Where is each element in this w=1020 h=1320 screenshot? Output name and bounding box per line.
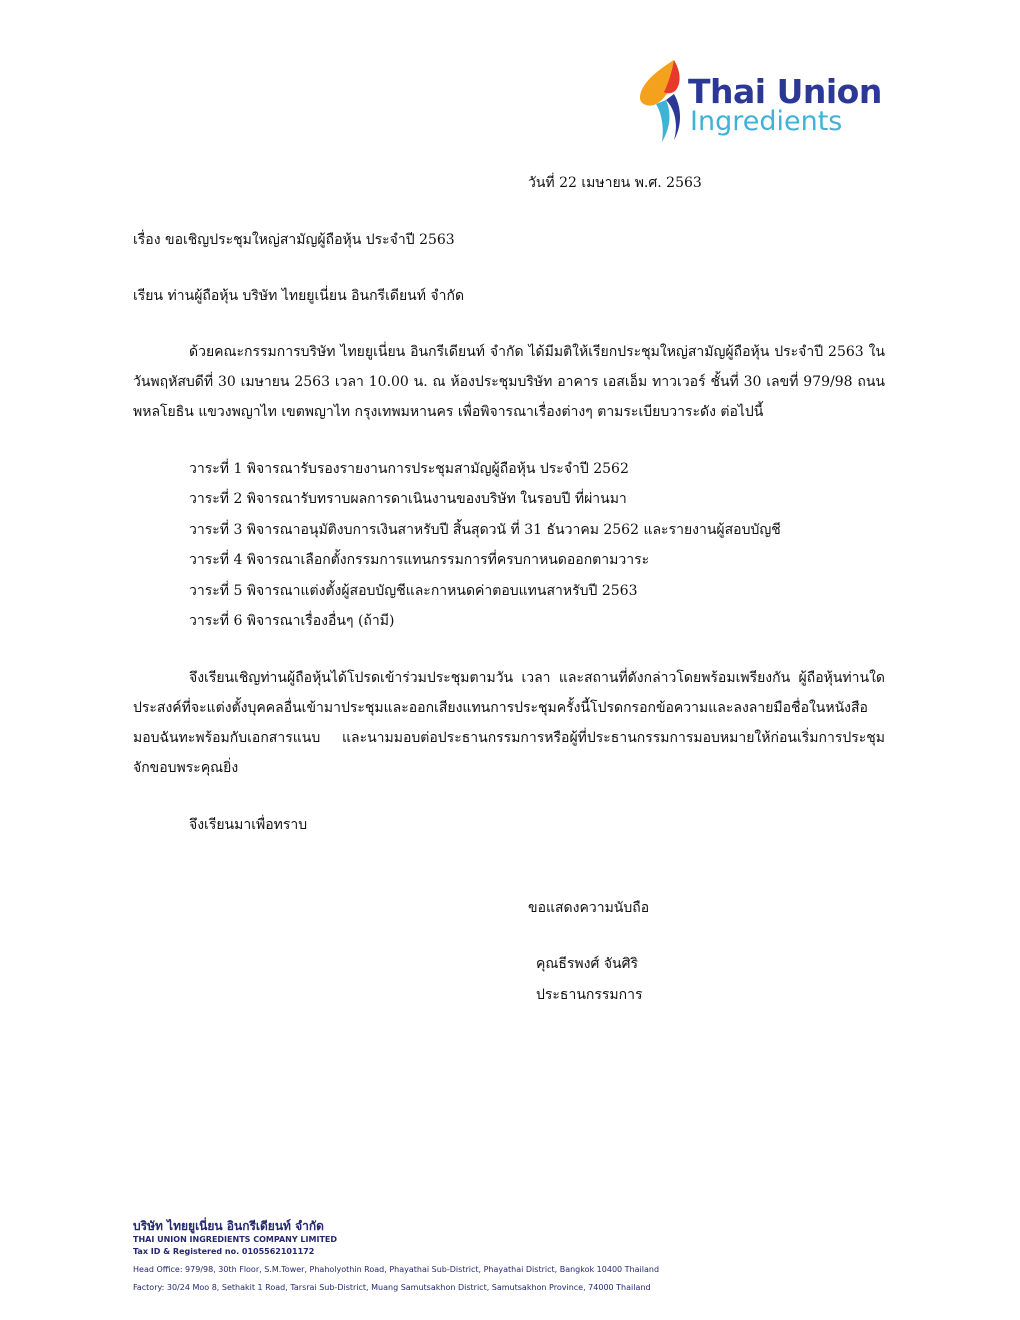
- logo-flame-icon: [636, 58, 688, 144]
- footer-head-office: Head Office: 979/98, 30th Floor, S.M.Tower, Phaholyothin Road, Phayathai Sub-District, Phayathai District, Bangkok 10400 Thailand: [133, 1265, 660, 1274]
- agenda-item: วาระที่ 6 พิจารณาเรื่องอื่นๆ (ถ้ามี): [189, 613, 395, 630]
- invitation-paragraph: [133, 663, 885, 783]
- letter-subject: เรื่อง ขอเชิญประชุมใหญ่สามัญผู้ถือหุ้น ประจำปี 2563: [133, 232, 455, 248]
- letter-date: วันที่ 22 เมษายน พ.ศ. 2563: [528, 175, 702, 191]
- agenda-item: วาระที่ 5 พิจารณาแต่งตั้งผู้สอบบัญชีและกาหนดค่าตอบแทนสาหรับปี 2563: [189, 582, 638, 599]
- footer-company-english: THAI UNION INGREDIENTS COMPANY LIMITED: [133, 1235, 337, 1244]
- signer-name: คุณธีรพงศ์ จันศิริ: [536, 956, 638, 972]
- footer-company-thai: บริษัท ไทยยูเนี่ยน อินกรีเดียนท์ จำกัด: [133, 1219, 324, 1233]
- agenda-list: [189, 454, 781, 636]
- signer-title: ประธานกรรมการ: [536, 987, 643, 1003]
- agenda-item: วาระที่ 3 พิจารณาอนุมัติงบการเงินสาหรับปี สิ้นสุดวนั ที่ 31 ธันวาคม 2562 และรายงานผู้สอบบัญชี: [189, 521, 781, 538]
- footer-factory: Factory: 30/24 Moo 8, Sethakit 1 Road, Tarsrai Sub-District, Muang Samutsakhon District, Samutsakhon Province, 74000 Thailand: [133, 1283, 651, 1292]
- letter-recipient: เรียน ท่านผู้ถือหุ้น บริษัท ไทยยูเนี่ยน อินกรีเดียนท์ จำกัด: [133, 288, 465, 304]
- agenda-item: วาระที่ 1 พิจารณารับรองรายงานการประชุมสามัญผู้ถือหุ้น ประจำปี 2562: [189, 461, 629, 477]
- letterhead-footer: [133, 1218, 659, 1294]
- intro-paragraph: [133, 337, 885, 427]
- intro-text: ด้วยคณะกรรมการบริษัท ไทยยูเนี่ยน อินกรีเดียนท์ จำกัด ได้มีมติให้เรียกประชุมใหญ่สามัญผู้ถือหุ้น ประจำปี 2563 ในวันพฤหัสบดีที่ 30 เมษายน 2563 เวลา 10.00 น. ณ ห้องประชุมบริษัท อาคาร เอสเอ็ม ทาวเวอร์ ชั้นที่ 30 เลขที่ 979/98 ถนนพหลโยธิน แขวงพญาไท เขตพญาไท กรุงเทพมหานคร เพื่อพิจารณาเรื่องต่างๆ ตามระเบียบวาระดัง ต่อไปนี้: [133, 344, 885, 420]
- closing-line: จึงเรียนมาเพื่อทราบ: [189, 817, 308, 833]
- company-logo: [636, 58, 896, 144]
- agenda-item: วาระที่ 4 พิจารณาเลือกตั้งกรรมการแทนกรรมการที่ครบกาหนดออกตามวาระ: [189, 552, 650, 569]
- agenda-item: วาระที่ 2 พิจารณารับทราบผลการดาเนินงานของบริษัท ในรอบปี ที่ผ่านมา: [189, 491, 627, 508]
- invitation-text: จึงเรียนเชิญท่านผู้ถือหุ้นได้โปรดเข้าร่วมประชุมตามวัน เวลา และสถานที่ดังกล่าวโดยพร้อมเพรียงกัน ผู้ถือหุ้นท่านใดประสงค์ที่จะแต่งตั้งบุคคลอื่นเข้ามาประชุมและออกเสียงแทนการประชุมครั้งนี้โปรดกรอกข้อความและลงลายมือชื่อในหนังสือมอบฉันทะพร้อมกับเอกสารแนบ และนามมอบต่อประธานกรรมการหรือผู้ที่ประธานกรรมการมอบหมายให้ก่อนเริ่มการประชุม จักขอบพระคุณยิ่ง: [133, 670, 885, 776]
- logo-text-thai-union: Thai Union: [688, 72, 882, 111]
- footer-tax-id: Tax ID & Registered no. 0105562101172: [133, 1247, 315, 1256]
- logo-text-ingredients: Ingredients: [690, 106, 843, 137]
- regards-line: ขอแสดงความนับถือ: [528, 900, 650, 916]
